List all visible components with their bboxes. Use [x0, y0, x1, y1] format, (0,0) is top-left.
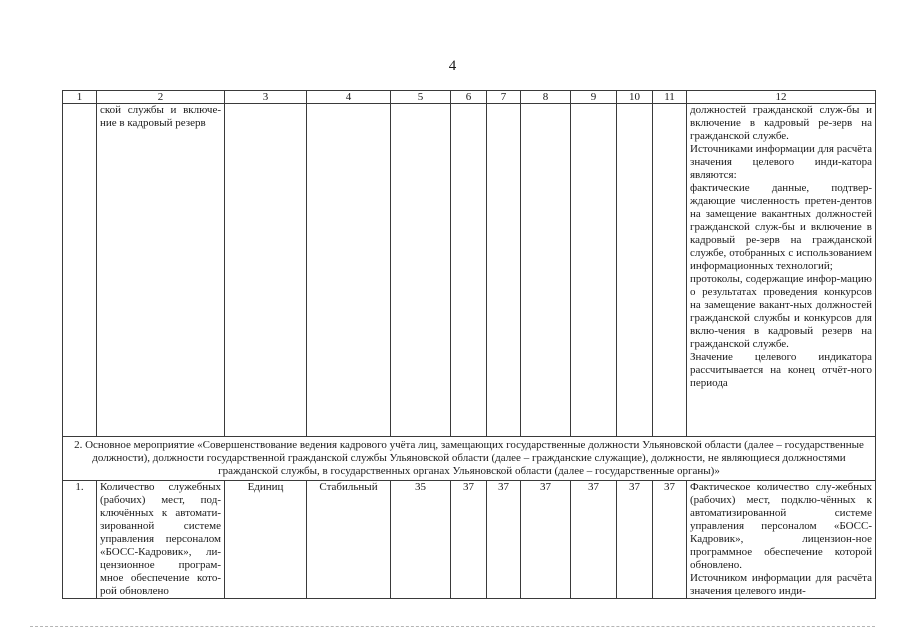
table-cell	[617, 104, 653, 437]
value-cell: 37	[521, 481, 571, 599]
value-cell: 37	[451, 481, 487, 599]
section-heading: 2. Основное мероприятие «Совершенствование ведения кадрового учёта лиц, замещающих государственные должности Ульяновской области (далее – государственные должности), должности государственной гражданской службы Ульяновской области (далее – гражданские служащие), должности, не являющиеся должностями гражданской службы, в государственных органах Ульяновской области (далее – государственные органы)»	[63, 437, 876, 481]
value-cell: 37	[617, 481, 653, 599]
table-row	[63, 481, 876, 599]
methodology-cell	[687, 104, 876, 437]
scan-edge-line	[30, 626, 875, 627]
value-cell: 37	[653, 481, 687, 599]
column-number: 4	[307, 91, 391, 104]
table-cell	[225, 104, 307, 437]
table-cell	[571, 104, 617, 437]
unit-cell: Единиц	[225, 481, 307, 599]
page-number: 4	[448, 58, 457, 74]
column-number: 5	[391, 91, 451, 104]
methodology-cell	[687, 481, 876, 599]
column-number: 8	[521, 91, 571, 104]
section-heading-row	[63, 437, 876, 481]
indicator-name: Количество служебных (рабочих) мест, под-ключённых к автомати-зированной системе управления персоналом «БОСС-Кадровик», ли-цензионное програм-мное обеспечение кото-рой обновлено	[97, 481, 225, 599]
indicators-table	[62, 90, 876, 599]
column-number: 7	[487, 91, 521, 104]
column-number-row	[63, 91, 876, 104]
indicator-name-continued: ской службы и включе-ние в кадровый резерв	[97, 104, 225, 437]
column-number: 9	[571, 91, 617, 104]
indicator-type-cell: Стабильный	[307, 481, 391, 599]
column-number: 12	[687, 91, 876, 104]
column-number: 6	[451, 91, 487, 104]
value-cell: 37	[571, 481, 617, 599]
methodology-paragraph: Фактическое количество слу-жебных (рабочих) мест, подклю-чённых к автоматизированной системе управления персоналом «БОСС-Кадровик», лицензион-ное программное обеспечение которой обновлено.	[690, 481, 872, 571]
continuation-row	[63, 104, 876, 437]
methodology-paragraph: Источниками информации для расчёта значения целевого инди-катора являются:	[690, 143, 872, 181]
table-cell	[391, 104, 451, 437]
column-number: 1	[63, 91, 97, 104]
column-number: 11	[653, 91, 687, 104]
table-cell	[521, 104, 571, 437]
table-cell	[307, 104, 391, 437]
methodology-paragraph: Значение целевого индикатора рассчитывается на конец отчёт-ного периода	[690, 351, 872, 389]
table-cell	[451, 104, 487, 437]
column-number: 10	[617, 91, 653, 104]
table-cell	[63, 104, 97, 437]
value-cell: 37	[487, 481, 521, 599]
column-number: 3	[225, 91, 307, 104]
methodology-paragraph: должностей гражданской служ-бы и включение в кадровый ре-зерв на гражданской службе.	[690, 104, 872, 142]
column-number: 2	[97, 91, 225, 104]
methodology-paragraph: протоколы, содержащие инфор-мацию о результатах проведения конкурсов на замещение вакант-ных должностей гражданской службы и конкурсов для вклю-чения в кадровый резерв на гражданской службе.	[690, 273, 872, 350]
row-number: 1.	[63, 481, 97, 599]
table-cell	[487, 104, 521, 437]
value-cell: 35	[391, 481, 451, 599]
table-cell	[653, 104, 687, 437]
methodology-paragraph: фактические данные, подтвер-ждающие численность претен-дентов на замещение вакантных должностей гражданской служ-бы и включение в кадровый ре-зерв на гражданской службе, отобранных с использованием информационных технологий;	[690, 182, 872, 272]
methodology-paragraph: Источником информации для расчёта значения целевого инди-	[690, 572, 872, 597]
